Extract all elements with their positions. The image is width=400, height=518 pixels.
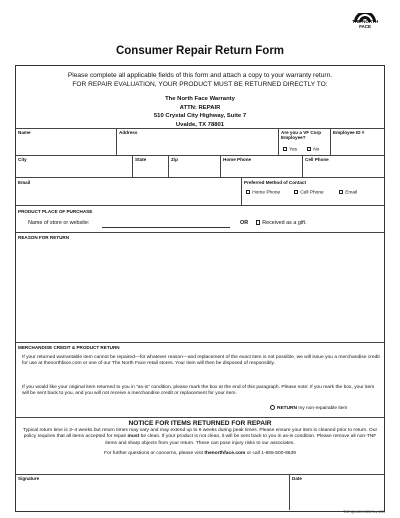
- logo-wordmark: THE NORTH FACE: [352, 19, 378, 29]
- cell-phone-checkbox[interactable]: [294, 190, 298, 194]
- contact-pre: For further questions or concerns, please visit: [104, 450, 205, 456]
- vf-yes-option[interactable]: [283, 147, 297, 154]
- zip-label: Zip: [171, 157, 178, 162]
- email-checkbox[interactable]: [339, 190, 343, 194]
- instructions-line-1: Please complete all applicable fields of this form and attach a copy to your warranty return.: [67, 72, 333, 79]
- contact-home-label: Home Phone: [252, 190, 281, 196]
- store-input-line[interactable]: [102, 227, 230, 228]
- divider: [15, 474, 385, 475]
- address-label: Address: [119, 130, 138, 135]
- notice-body: [22, 428, 378, 457]
- city-label: City: [18, 157, 27, 162]
- date-label: Date: [292, 476, 302, 481]
- merch-paragraph-1: If your returned warrantable item cannot be repaired—for whatever reason—and replacement of the exact item is not possible, we will issue you a merchandise credit for use at thenorthface.com or one of our The North Face retail stores. Your item will then be disposed of responsibly.: [22, 355, 380, 367]
- contact-site-link[interactable]: thenorthface.com: [204, 450, 246, 456]
- divider: [15, 205, 385, 206]
- store-label: Name of store or website:: [28, 220, 90, 226]
- address-line-1: The North Face Warranty: [165, 96, 235, 102]
- preferred-contact-label: Preferred Method of Contact: [244, 180, 307, 185]
- return-rest: my non-repairable item: [297, 406, 348, 412]
- employee-id-label: Employee ID #: [333, 130, 365, 135]
- merch-paragraph-2: If you would like your original item returned to you in “as-is” condition, please mark the box at the end of this paragraph. Please note: If you mark the box, your item will be sent back to you, and you will not receive a merchandise credit or replacement for your item.: [22, 385, 375, 397]
- contact-post: or call 1-855-500-8639: [245, 450, 296, 456]
- email-field[interactable]: [16, 186, 240, 204]
- north-face-logo: [350, 10, 380, 36]
- divider: [15, 155, 385, 156]
- name-label: Name: [18, 130, 31, 135]
- return-option[interactable]: [270, 405, 347, 412]
- state-label: State: [135, 157, 147, 162]
- address-line-2: ATTN: REPAIR: [179, 104, 221, 111]
- reason-field[interactable]: [16, 242, 384, 341]
- contact-cell-option[interactable]: [294, 190, 324, 197]
- reason-header: REASON FOR RETURN: [18, 235, 70, 240]
- return-radio[interactable]: [270, 405, 275, 410]
- or-label: OR: [240, 220, 249, 226]
- divider: [15, 177, 385, 178]
- signature-field[interactable]: [16, 483, 288, 510]
- contact-home-option[interactable]: [246, 190, 280, 197]
- notice-text-1: Typical return time is 3–4 weeks but return times may vary and may extend up to 6 weeks during peak times. Please ensure your item is cleaned prior to return. Our policy requires that all items accepted for repair: [22, 428, 378, 440]
- vf-corp-label: Are you a VF Corp Employee?: [281, 130, 322, 141]
- contact-email-label: Email: [345, 190, 358, 196]
- divider: [15, 342, 385, 343]
- purchase-header: PRODUCT PLACE OF PURCHASE: [18, 209, 93, 214]
- contact-cell-label: Cell Phone: [300, 190, 324, 196]
- notice-contact: [22, 451, 378, 457]
- gift-checkbox[interactable]: [256, 220, 260, 224]
- divider: [241, 177, 242, 205]
- name-field[interactable]: [16, 137, 115, 154]
- instructions-line-2: FOR REPAIR EVALUATION, YOUR PRODUCT MUST BE RETURNED DIRECTLY TO:: [72, 81, 328, 88]
- notice-text-2: be clean. If your product is not clean, it will be sent back to you in as-is condition. Please remove all non-TNF items and sharp objects from your return. These can pose injury risks to our associates.: [105, 434, 377, 446]
- yes-label: Yes: [289, 147, 298, 153]
- notice-title: NOTICE FOR ITEMS RETURNED FOR REPAIR: [128, 420, 272, 427]
- cell-phone-field[interactable]: [303, 163, 384, 176]
- instructions: [15, 71, 385, 89]
- address-line-3: 510 Crystal City Highway, Suite 7: [153, 113, 247, 120]
- return-bold: RETURN: [277, 406, 297, 412]
- vf-no-option[interactable]: [307, 147, 319, 154]
- notice-bold: must: [127, 434, 140, 440]
- date-field[interactable]: [290, 483, 384, 510]
- divider: [15, 417, 385, 418]
- zip-field[interactable]: [169, 163, 219, 176]
- address-field[interactable]: [117, 137, 277, 154]
- merch-header: MERCHANDISE CREDIT & PRODUCT RETURN: [18, 345, 120, 350]
- home-phone-label: Home Phone: [223, 157, 252, 162]
- city-field[interactable]: [16, 163, 131, 176]
- divider: [15, 232, 385, 233]
- state-field[interactable]: [133, 163, 167, 176]
- form-title: Consumer Repair Return Form: [115, 45, 285, 57]
- cell-phone-label: Cell Phone: [305, 157, 329, 162]
- no-label: No: [313, 147, 320, 153]
- employee-id-field[interactable]: [331, 137, 384, 154]
- return-address: [15, 95, 385, 129]
- divider: [278, 128, 279, 155]
- address-line-4: Uvalde, TX 78801: [175, 121, 225, 128]
- gift-label: Received as a gift.: [262, 220, 307, 226]
- no-checkbox[interactable]: [307, 147, 311, 151]
- contact-email-option[interactable]: [339, 190, 357, 197]
- yes-checkbox[interactable]: [283, 147, 287, 151]
- home-phone-checkbox[interactable]: [246, 190, 250, 194]
- email-label: Email: [18, 180, 31, 185]
- form-revision-footer: TNF-QA-XXX-003 Rev 2/20: [343, 510, 385, 514]
- home-phone-field[interactable]: [221, 163, 301, 176]
- gift-option[interactable]: [256, 220, 307, 226]
- signature-label: Signature: [18, 476, 40, 481]
